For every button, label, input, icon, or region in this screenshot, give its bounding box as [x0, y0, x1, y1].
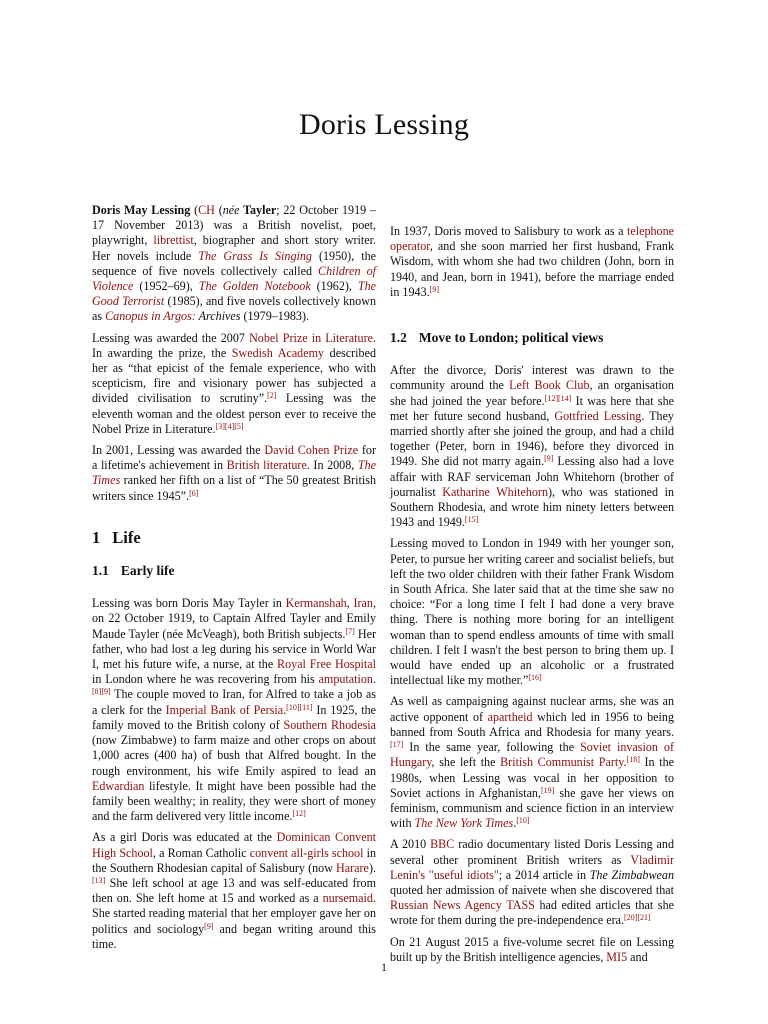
convent-school-link[interactable]: convent all-girls school	[249, 845, 364, 860]
nobel-prize-link[interactable]: Nobel Prize in Literature	[249, 330, 373, 345]
librettist-link[interactable]: librettist	[153, 233, 194, 248]
citation[interactable]: [19]	[541, 785, 555, 795]
apartheid-link[interactable]: apartheid	[487, 709, 533, 724]
citation[interactable]: [2]	[267, 391, 277, 401]
left-book-club-link[interactable]: Left Book Club	[509, 378, 590, 393]
grass-is-singing-link[interactable]: The Grass Is Singing	[198, 248, 312, 263]
bbc-link[interactable]: BBC	[430, 837, 455, 852]
right-column	[390, 203, 674, 971]
citation[interactable]: [8][9]	[92, 687, 111, 697]
harare-link[interactable]: Harare	[336, 860, 369, 875]
good-terrorist-link[interactable]: The Good Terrorist	[92, 279, 376, 309]
page-title: Doris Lessing	[298, 108, 470, 141]
the-times-link[interactable]: The Times	[92, 458, 376, 488]
citation[interactable]: [12]	[292, 809, 306, 819]
nyt-link[interactable]: The New York Times	[414, 816, 514, 831]
southern-rhodesia-link[interactable]: Southern Rhodesia	[283, 717, 377, 732]
citation[interactable]: [3][4][5]	[215, 421, 244, 431]
useful-idiots-link[interactable]: Vladimir Lenin's "useful idiots"	[390, 852, 674, 882]
early-life-paragraph-3: In 1937, Doris moved to Salisbury to work as a telephone operator, and she soon married her first husband, Frank Wisdom, with whom she had two children (John, born in 1940, and Jean, born in 1941), before the marriage ended in 1943.[9]	[390, 224, 674, 299]
telephone-operator-link[interactable]: telephone operator	[390, 224, 674, 254]
kermanshah-link[interactable]: Kermanshah	[285, 596, 347, 611]
iran-link[interactable]: Iran	[353, 596, 373, 611]
amputation-link[interactable]: amputation	[318, 672, 373, 687]
citation[interactable]: [7]	[345, 626, 355, 636]
citation[interactable]: [13]	[92, 875, 106, 885]
citation[interactable]: [10][11]	[286, 702, 313, 712]
british-literature-link[interactable]: British literature	[226, 458, 307, 473]
london-paragraph-3: As well as campaigning against nuclear arms, she was an active opponent of apartheid which led in 1956 to being banned from South Africa and Rhodesia for many years.[17] In the same year, following the Soviet invasion of Hungary, she left the British Communist Party.[18] In the 1980s, when Lessing was vocal in her opposition to Soviet actions in Afghanistan,[19] she gave her views on feminism, communism and science fiction in an interview with The New York Times.[10]	[390, 694, 675, 831]
nursemaid-link[interactable]: nursemaid	[322, 891, 373, 906]
edwardian-link[interactable]: Edwardian	[92, 778, 145, 793]
left-column	[92, 203, 376, 958]
gottfried-lessing-link[interactable]: Gottfried Lessing	[554, 408, 642, 423]
citation[interactable]: [6]	[189, 488, 199, 498]
british-communist-party-link[interactable]: British Communist Party	[500, 755, 624, 770]
citation[interactable]: [9]	[204, 921, 214, 931]
david-cohen-prize-link[interactable]: David Cohen Prize	[264, 443, 359, 458]
dominican-convent-link[interactable]: Dominican Convent High School	[92, 830, 376, 860]
katharine-whitehorn-link[interactable]: Katharine Whitehorn	[442, 484, 548, 499]
intro-paragraph-2: Lessing was awarded the 2007 Nobel Prize in Literature. In awarding the prize, the Swedish Academy described her as “that epicist of the female experience, who with scepticism, fire and visionary power has subjected a divided civilisation to scrutiny”.[2] Lessing was the eleventh woman and the oldest person ever to receive the Nobel Prize in Literature.[3][4][5]	[92, 330, 376, 436]
early-life-paragraph-1: Lessing was born Doris May Tayler in Kermanshah, Iran, on 22 October 1919, to Captain Alfred Tayler and Emily Maude Tayler (née McVeagh), both British subjects.[7] Her father, who had lost a leg during his service in World War I, met his future wife, a nurse, at the Royal Free Hospital in London where he was recovering from his amputation.[8][9] The couple moved to Iran, for Alfred to take a job as a clerk for the Imperial Bank of Persia.[10][11] In 1925, the family moved to the British colony of Southern Rhodesia (now Zimbabwe) to farm maize and other crops on about 1,000 acres (400 ha) of bush that Alfred bought. In the rough environment, his wife Emily aspired to lead an Edwardian lifestyle. It might have been possible had the family been wealthy; in reality, they were short of money and the farm delivered very little income.[12]	[92, 596, 377, 824]
london-paragraph-5: On 21 August 2015 a five-volume secret file on Lessing built up by the British intelligence agencies, MI5 and	[390, 934, 674, 964]
section-heading-move-to-london: 1.2 Move to London; political views	[390, 330, 604, 346]
citation[interactable]: [18]	[626, 755, 640, 765]
citation[interactable]: [9]	[429, 284, 439, 294]
citation[interactable]: [10]	[516, 816, 530, 826]
london-paragraph-1: After the divorce, Doris' interest was drawn to the community around the Left Book Club, an organisation she had joined the year before.[12][14] It was here that she met her future second husband, Gottfried Lessing. They married shortly after she joined the group, and had a child together (Peter, born in 1946), before they divorced in 1949. She did not marry again.[9] Lessing also had a love affair with RAF serviceman John Whitehorn (brother of journalist Katharine Whitehorn), who was stationed in Southern Rhodesia, and wrote him ninety letters between 1943 and 1949.[15]	[390, 363, 675, 530]
citation[interactable]: [15]	[464, 515, 479, 525]
page-number: 1	[381, 960, 387, 974]
subject-name: Doris May Lessing	[92, 203, 191, 217]
london-paragraph-4: A 2010 BBC radio documentary listed Doris Lessing and several other prominent British writers as Vladimir Lenin's "useful idiots"; a 2014 article in The Zimbabwean quoted her admission of naivete when she discovered that Russian News Agency TASS had edited articles that she wrote for them during the pre-independence era.[20][21]	[390, 837, 674, 928]
golden-notebook-link[interactable]: The Golden Notebook	[198, 279, 311, 294]
section-heading-life: 1 Life	[92, 527, 141, 547]
children-of-violence-link[interactable]: Children of Violence	[92, 263, 376, 294]
ch-link[interactable]: CH	[198, 203, 215, 217]
section-heading-early-life: 1.1 Early life	[92, 563, 175, 579]
intro-paragraph-3: In 2001, Lessing was awarded the David Cohen Prize for a lifetime's achievement in British literature. In 2008, The Times ranked her fifth on a list of “The 50 greatest British writers since 1945”.[6]	[92, 443, 376, 503]
imperial-bank-link[interactable]: Imperial Bank of Persia	[165, 702, 284, 717]
soviet-invasion-link[interactable]: Soviet invasion of Hungary	[390, 740, 674, 770]
mi5-link[interactable]: MI5	[606, 949, 628, 964]
citation[interactable]: [20][21]	[624, 913, 651, 923]
london-paragraph-2: Lessing moved to London in 1949 with her younger son, Peter, to pursue her writing career and socialist beliefs, but left the two older children with their father Frank Wisdom in South Africa. She later said that at the time she saw no choice: “For a long time I felt I had done a very brave thing. There is nothing more boring for an intelligent woman than to spend endless amounts of time with small children. I felt I wasn't the best person to bring them up. I would have ended up an alcoholic or a frustrated intellectual like my mother.”[16]	[390, 536, 674, 688]
early-life-paragraph-2: As a girl Doris was educated at the Dominican Convent High School, a Roman Catholic convent all-girls school in the Southern Rhodesian capital of Salisbury (now Harare).[13] She left school at age 13 and was self-educated from then on. She left home at 15 and worked as a nursemaid. She started reading material that her employer gave her on politics and sociology[9] and began writing around this time.	[92, 830, 377, 951]
swedish-academy-link[interactable]: Swedish Academy	[231, 345, 325, 360]
tass-link[interactable]: Russian News Agency TASS	[390, 898, 535, 913]
intro-paragraph-1: Doris May Lessing (CH (née Tayler; 22 October 1919 – 17 November 2013) was a British novelist, poet, playwright, librettist, biographer and short story writer. Her novels include The Grass Is Singing (1950), the sequence of five novels collectively called Children of Violence (1952–69), The Golden Notebook (1962), The Good Terrorist (1985), and five novels collectively known as Canopus in Argos: Archives (1979–1983).	[92, 203, 377, 324]
canopus-link[interactable]: Canopus in Argos:	[105, 309, 196, 324]
citation[interactable]: [16]	[528, 673, 542, 683]
citation[interactable]: [17]	[390, 740, 404, 750]
royal-free-hospital-link[interactable]: Royal Free Hospital	[277, 657, 376, 672]
citation[interactable]: [9]	[544, 454, 554, 464]
citation[interactable]: [12][14]	[544, 393, 572, 403]
